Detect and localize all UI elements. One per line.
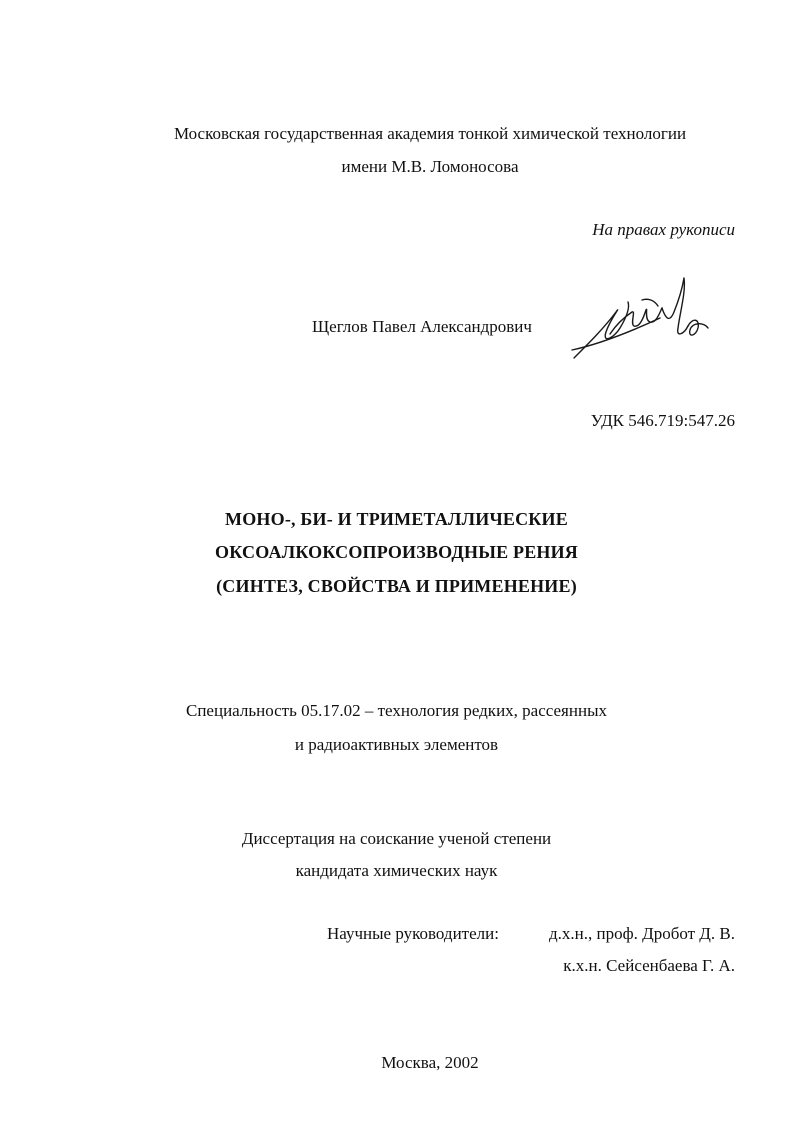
signature-icon [570, 272, 710, 364]
degree-line-1: Диссертация на соискание ученой степени [241, 829, 552, 848]
title-line-1: МОНО-, БИ- И ТРИМЕТАЛЛИЧЕСКИЕ [225, 509, 568, 529]
supervisors-label: Научные руководители: [327, 924, 499, 943]
city-year: Москва, 2002 [381, 1053, 479, 1072]
supervisor-2: к.х.н. Сейсенбаева Г. А. [563, 956, 735, 975]
institution-line-2: имени М.В. Ломоносова [341, 157, 519, 176]
institution-line-1: Московская государственная академия тонкой химической технологии [173, 124, 687, 143]
supervisor-1: д.х.н., проф. Дробот Д. В. [549, 924, 735, 943]
title-line-2: ОКСОАЛКОКСОПРОИЗВОДНЫЕ РЕНИЯ [215, 542, 578, 562]
udc-code: УДК 546.719:547.26 [590, 411, 735, 430]
specialty-line-1: Специальность 05.17.02 – технология редких, рассеянных [185, 701, 607, 720]
title-line-3: (СИНТЕЗ, СВОЙСТВА И ПРИМЕНЕНИЕ) [216, 576, 577, 596]
rights-note: На правах рукописи [592, 220, 735, 239]
degree-line-2: кандидата химических наук [295, 861, 498, 880]
author-name: Щеглов Павел Александрович [312, 317, 532, 336]
specialty-line-2: и радиоактивных элементов [294, 735, 499, 754]
